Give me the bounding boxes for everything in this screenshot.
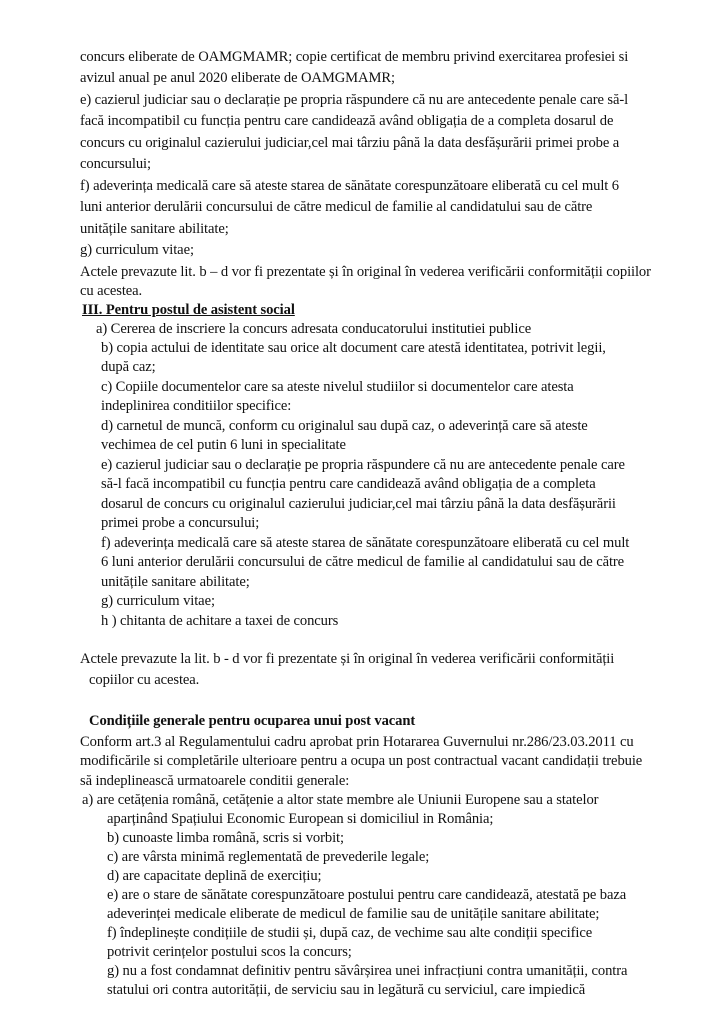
- text-line: Actele prevazute lit. b – d vor fi prezentate și în original în vederea verificării conformității copiilor: [80, 264, 651, 280]
- list-item: f) îndeplinește condițiile de studii și, după caz, de vechime sau alte condiții specifice: [107, 925, 593, 941]
- text-line: g) curriculum vitae;: [80, 242, 194, 258]
- text-line: după caz;: [101, 359, 156, 375]
- text-line: Actele prevazute la lit. b - d vor fi prezentate și în original în vederea verificării conformității: [80, 651, 615, 667]
- text-line: indeplinirea conditiilor specifice:: [101, 398, 292, 414]
- text-line: potrivit cerințelor postului scos la concurs;: [107, 944, 352, 960]
- text-line: concurs eliberate de OAMGMAMR; copie certificat de membru privind exercitarea profesiei si: [80, 49, 629, 65]
- text-line: aparținând Spațiului Economic European si domiciliul in România;: [107, 811, 494, 827]
- text-line: d) carnetul de muncă, conform cu originalul sau după caz, o adeverință care să ateste: [101, 418, 588, 434]
- text-line: concurs cu originalul cazierului judiciar,cel mai târziu până la data desfășurării primei probe a: [80, 135, 620, 151]
- text-line: concursului;: [80, 156, 151, 172]
- text-line: să indeplinească urmatoarele conditii generale:: [80, 773, 350, 789]
- text-line: 6 luni anterior derulării concursului de către medicul de familie al candidatului sau de către: [101, 554, 625, 570]
- text-line: f) adeverința medicală care să ateste starea de sănătate corespunzătoare eliberată cu cel mult: [101, 535, 630, 551]
- text-line: h ) chitanta de achitare a taxei de concurs: [101, 613, 339, 629]
- text-line: f) adeverința medicală care să ateste starea de sănătate corespunzătoare eliberată cu cel mult 6: [80, 178, 619, 194]
- list-item: c) are vârsta minimă reglementată de prevederile legale;: [107, 849, 430, 865]
- text-line: adeverinței medicale eliberate de medicul de familie sau de unitățile sanitare abilitate;: [107, 906, 600, 922]
- text-line: g) curriculum vitae;: [101, 593, 215, 609]
- text-line: dosarul de concurs cu originalul cazierului judiciar,cel mai târziu până la data desfășurării: [101, 496, 616, 512]
- text-line: c) Copiile documentelor care sa ateste nivelul studiilor si documentelor care atesta: [101, 379, 574, 395]
- text-line: statului ori contra autorității, de serviciu sau in legătură cu serviciul, care impiedică: [107, 982, 586, 998]
- text-line: avizul anual pe anul 2020 eliberate de OAMGMAMR;: [80, 70, 395, 86]
- text-line: e) cazierul judiciar sau o declarație pe propria răspundere că nu are antecedente penale care: [101, 457, 625, 473]
- text-line: a) Cererea de inscriere la concurs adresata conducatorului institutiei publice: [96, 321, 532, 337]
- text-line: e) cazierul judiciar sau o declarație pe propria răspundere că nu are antecedente penale care să-l: [80, 92, 629, 108]
- text-line: Conform art.3 al Regulamentului cadru aprobat prin Hotararea Guvernului nr.286/23.03.2011 cu: [80, 734, 634, 750]
- text-line: b) copia actului de identitate sau orice alt document care atestă identitatea, potrivit legii,: [101, 340, 606, 356]
- list-item: g) nu a fost condamnat definitiv pentru săvârșirea unei infracțiuni contra umanității, contra: [107, 963, 628, 979]
- text-line: vechimea de cel putin 6 luni in specialitate: [101, 437, 346, 453]
- text-line: primei probe a concursului;: [101, 515, 260, 531]
- text-line: modificările si completările ulterioare pentru a ocupa un post contractual vacant candidații trebuie: [80, 753, 643, 769]
- list-item: b) cunoaste limba română, scris si vorbit;: [107, 830, 344, 846]
- text-line: unitățile sanitare abilitate;: [80, 221, 229, 237]
- list-item: d) are capacitate deplină de exercițiu;: [107, 868, 322, 884]
- section-heading: III. Pentru postul de asistent social: [82, 302, 295, 318]
- list-item: e) are o stare de sănătate corespunzătoare postului pentru care candidează, atestată pe baza: [107, 887, 627, 903]
- text-line: cu acestea.: [80, 283, 143, 299]
- text-line: unitățile sanitare abilitate;: [101, 574, 250, 590]
- text-line: copiilor cu acestea.: [89, 672, 200, 688]
- list-item: a) are cetățenia română, cetățenie a altor state membre ale Uniunii Europene sau a statelor: [82, 792, 599, 808]
- text-line: facă incompatibil cu funcția pentru care candidează având obligația de a completa dosarul de: [80, 113, 614, 129]
- text-line: să-l facă incompatibil cu funcția pentru care candidează având obligația de a completa: [101, 476, 596, 492]
- text-line: luni anterior derulării concursului de către medicul de familie al candidatului sau de către: [80, 199, 593, 215]
- section-heading: Condițiile generale pentru ocuparea unui post vacant: [89, 713, 416, 729]
